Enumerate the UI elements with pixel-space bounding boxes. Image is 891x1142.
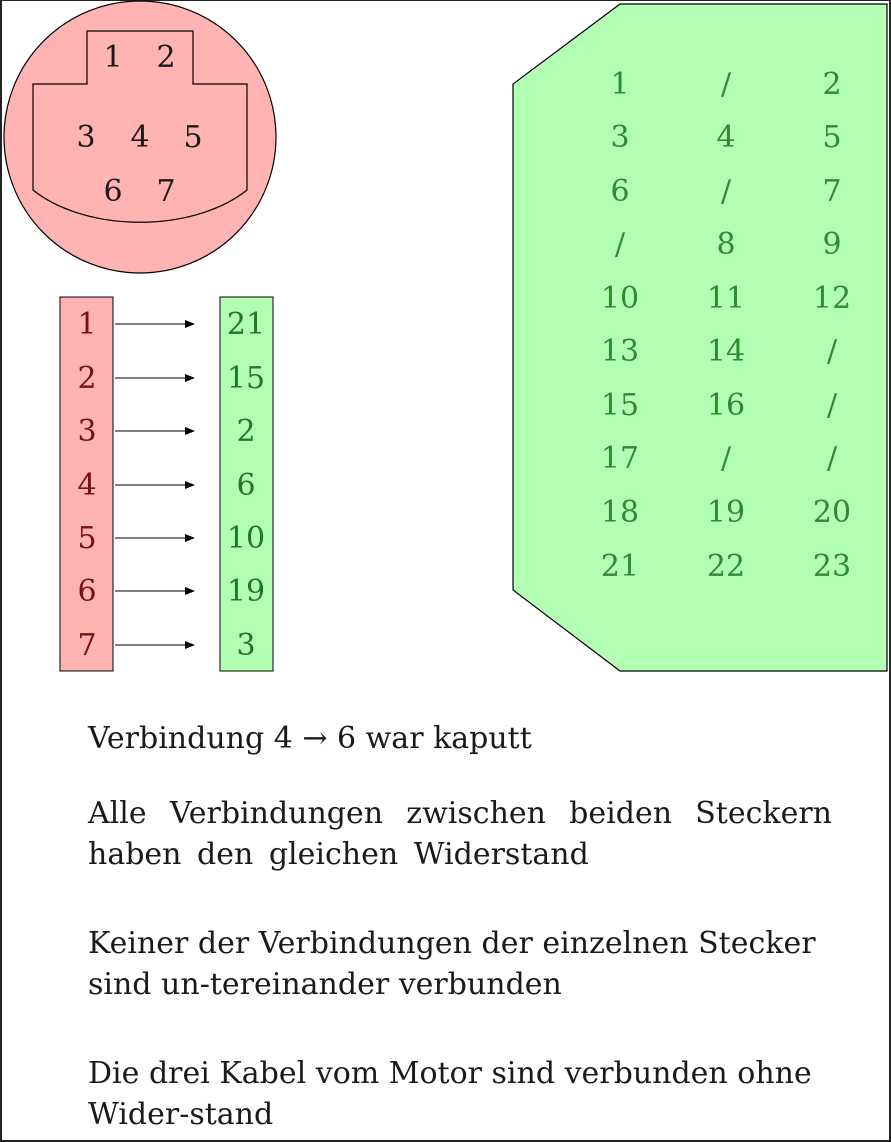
mapping-right-7: 3: [236, 628, 256, 663]
mapping-right-5: 10: [226, 521, 266, 556]
large-pin-r5-c3: 12: [812, 281, 852, 316]
mapping-left-6: 6: [77, 574, 97, 609]
large-connector: [513, 4, 887, 671]
large-pin-r2-c2: 4: [716, 120, 736, 155]
large-pin-r2-c1: 3: [610, 120, 630, 155]
large-pin-r7-c2: 16: [706, 388, 746, 423]
mapping-right-2: 15: [226, 361, 266, 396]
large-pin-r2-c3: 5: [822, 120, 842, 155]
notes-section: [88, 718, 832, 1135]
large-pin-r8-c2: /: [720, 441, 732, 476]
large-pin-r1-c2: /: [720, 67, 732, 102]
mapping-left-5: 5: [77, 521, 97, 556]
small-pin-1: 1: [103, 40, 123, 75]
large-pin-r9-c3: 20: [812, 495, 852, 530]
note-no-interconnection: Keiner der Verbindungen der einzelnen Stecker sind un-tereinander verbunden: [88, 926, 816, 1002]
large-pin-r10-c2: 22: [706, 549, 746, 584]
large-pin-r3-c1: 6: [610, 174, 630, 209]
large-pin-r1-c3: 2: [822, 67, 842, 102]
small-connector: [4, 1, 276, 273]
large-pin-r7-c3: /: [826, 388, 838, 423]
note-equal-resistance: Alle Verbindungen zwischen beiden Steckern haben den gleichen Widerstand: [88, 796, 832, 872]
small-pin-2: 2: [156, 40, 176, 75]
mapping-right-1: 21: [226, 307, 266, 342]
mapping-left-2: 2: [77, 361, 97, 396]
mapping-left-7: 7: [77, 628, 97, 663]
large-pin-r10-c1: 21: [600, 549, 640, 584]
mapping-right-3: 2: [236, 414, 256, 449]
small-pin-7: 7: [156, 174, 176, 209]
large-pin-r6-c2: 14: [706, 334, 746, 369]
large-pin-r10-c3: 23: [812, 549, 852, 584]
mapping-left-4: 4: [77, 468, 97, 503]
large-pin-r3-c3: 7: [822, 174, 842, 209]
mapping-left-3: 3: [77, 414, 97, 449]
large-pin-r4-c2: 8: [716, 227, 736, 262]
large-pin-r7-c1: 15: [600, 388, 640, 423]
large-pin-r9-c2: 19: [706, 495, 746, 530]
large-pin-r3-c2: /: [720, 174, 732, 209]
note-motor-cables: Die drei Kabel vom Motor sind verbunden ohne Wider-stand: [88, 1056, 812, 1132]
large-pin-r1-c1: 1: [610, 67, 630, 102]
large-pin-r5-c1: 10: [600, 281, 640, 316]
small-pin-4: 4: [130, 120, 150, 155]
small-pin-6: 6: [103, 174, 123, 209]
large-pin-r6-c3: /: [826, 334, 838, 369]
large-pin-r4-c1: /: [614, 227, 626, 262]
small-pin-5: 5: [183, 120, 203, 155]
large-pin-r9-c1: 18: [600, 495, 640, 530]
note-broken-connection: Verbindung 4 → 6 war kaputt: [88, 721, 532, 756]
mapping-right-4: 6: [236, 468, 256, 503]
large-pin-r4-c3: 9: [822, 227, 842, 262]
small-pin-3: 3: [76, 120, 96, 155]
large-pin-r8-c3: /: [826, 441, 838, 476]
large-pin-r8-c1: 17: [600, 441, 640, 476]
large-pin-r6-c1: 13: [600, 334, 640, 369]
large-pin-r5-c2: 11: [706, 281, 746, 316]
pin-mapping: [60, 297, 273, 671]
mapping-left-1: 1: [77, 307, 97, 342]
mapping-right-6: 19: [226, 574, 266, 609]
